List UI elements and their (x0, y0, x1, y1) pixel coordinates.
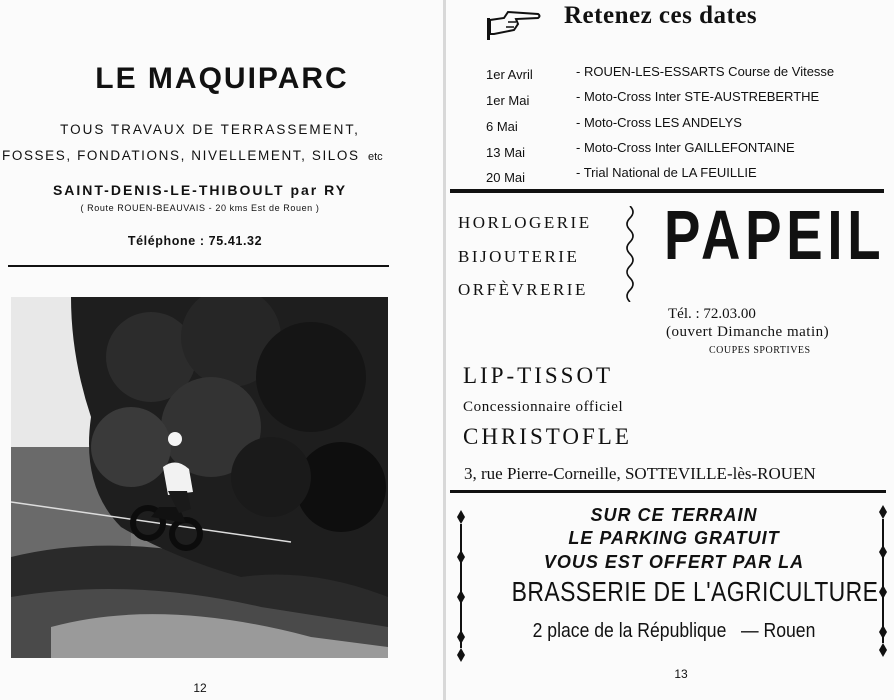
brand-lip-tissot: LIP-TISSOT (463, 363, 614, 388)
brasserie-line-1: SUR CE TERRAIN (590, 505, 758, 525)
trade-orfevrerie: ORFÈVRERIE (458, 280, 588, 299)
brasserie-name: BRASSERIE DE L'AGRICULTURE (511, 576, 879, 607)
dealer-note: Concessionnaire officiel (463, 399, 624, 415)
page-number-left: 12 (193, 681, 207, 695)
jeweler-phone: Tél. : 72.03.00 (668, 306, 756, 322)
event-text: - Moto-Cross Inter GAILLEFONTAINE (576, 140, 795, 155)
location: SAINT-DENIS-LE-THIBOULT par RY (52, 182, 348, 198)
divider (450, 490, 886, 493)
phone: Téléphone : 75.41.32 (127, 234, 263, 248)
trade-bijouterie: BIJOUTERIE (458, 247, 580, 266)
motocross-photo (11, 297, 388, 658)
brasserie-line-2: LE PARKING GRATUIT (568, 528, 780, 548)
brasserie-line-3: VOUS EST OFFERT PAR LA (543, 552, 805, 572)
jeweler-address: 3, rue Pierre-Corneille, SOTTEVILLE-lès-ROUEN (464, 464, 816, 483)
wavy-separator (624, 206, 636, 302)
jeweler-trophies: COUPES SPORTIVES (709, 345, 811, 356)
services-line-1: TOUS TRAVAUX DE TERRASSEMENT, (60, 122, 360, 137)
event-text: - Moto-Cross Inter STE-AUSTREBERTHE (576, 89, 820, 104)
left-diamond-border (456, 510, 466, 662)
dates-heading: Retenez ces dates (564, 2, 758, 29)
event-text: - ROUEN-LES-ESSARTS Course de Vitesse (576, 64, 835, 79)
event-date: 20 Mai (486, 170, 526, 185)
brand-christofle: CHRISTOFLE (463, 424, 632, 449)
event-date: 1er Mai (486, 93, 530, 108)
route-note: ( Route ROUEN-BEAUVAIS - 20 kms Est de Rouen ) (80, 203, 320, 213)
right-diamond-border (878, 505, 888, 657)
event-date: 6 Mai (486, 119, 518, 134)
event-text: - Moto-Cross LES ANDELYS (576, 115, 742, 130)
right-page (446, 0, 894, 700)
brasserie-address: 2 place de la République — Rouen (532, 620, 816, 642)
papeil-name: PAPEIL (664, 196, 886, 274)
left-page (0, 0, 444, 700)
page-number-right: 13 (674, 667, 688, 681)
event-date: 13 Mai (486, 145, 526, 160)
services-text: FOSSES, FONDATIONS, NIVELLEMENT, SILOS (2, 148, 360, 163)
motocross-photo-art (11, 297, 388, 658)
event-date: 1er Avril (486, 67, 533, 82)
services-etc: etc (367, 151, 383, 163)
divider (8, 265, 389, 267)
services-line-2 (2, 148, 383, 163)
pointing-hand-icon (486, 8, 542, 42)
divider (450, 189, 884, 193)
event-text: - Trial National de LA FEUILLIE (576, 165, 757, 180)
company-name: LE MAQUIPARC (95, 62, 349, 95)
trade-horlogerie: HORLOGERIE (458, 213, 592, 232)
jeweler-hours: (ouvert Dimanche matin) (666, 324, 830, 340)
